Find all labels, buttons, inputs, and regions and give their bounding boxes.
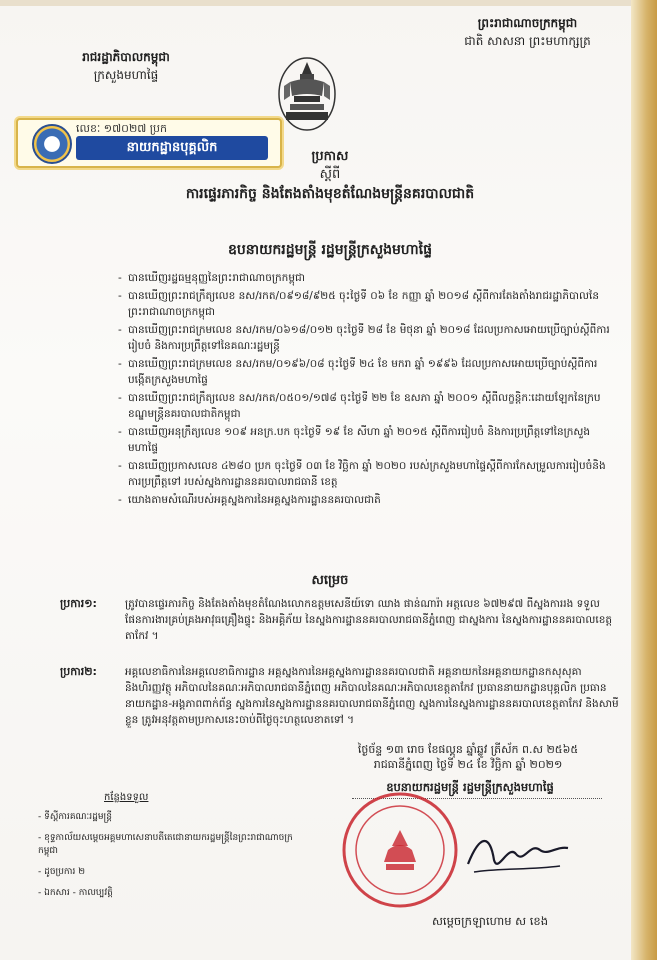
royal-emblem-icon	[276, 52, 338, 132]
document-kind: ប្រកាស	[311, 149, 349, 164]
kingdom-title: ព្រះរាជាណាចក្រកម្ពុជា	[477, 16, 578, 30]
document-subject: ការផ្ទេរភារកិច្ច និងតែងតាំងមុខតំណែងមន្ត្រីនគរបាលជាតិ	[185, 186, 475, 202]
article-1	[60, 596, 620, 644]
signature-title: ឧបនាយករដ្ឋមន្ត្រី រដ្ឋមន្ត្រីក្រសួងមហាផ្ទៃ	[386, 780, 554, 794]
department-name: នាយកដ្ឋានបុគ្គលិក	[76, 136, 268, 160]
ministry-name: ក្រសួងមហាផ្ទៃ	[93, 68, 159, 82]
signer-name: សម្តេចក្រឡាហោម ស ខេង	[431, 914, 549, 928]
list-item: - បានឃើញព្រះរាជក្រឹត្យលេខ នស/រកត/០៩១៨/៩២៥ ចុះថ្ងៃទី ០៦ ខែ កញ្ញា ឆ្នាំ ២០១៨ ស្តីពីការតែងតាំងរាជរដ្ឋាភិបាលនៃព្រះរាជាណាចក្រកម្ពុជា	[118, 288, 618, 320]
decision-heading: សម្រេច	[311, 573, 349, 588]
recipient-item: - ឯកសារ - កាលប្បវត្តិ	[38, 888, 113, 898]
gold-frame-border	[631, 0, 657, 960]
kingdom-header	[420, 14, 635, 50]
solar-date: រាជធានីភ្នំពេញ ថ្ងៃទី ២៤ ខែ វិច្ឆិកា ឆ្នាំ ២០២១	[373, 758, 563, 771]
article-2-label: ប្រការ២:	[60, 665, 97, 678]
national-motto: ជាតិ សាសនា ព្រះមហាក្សត្រ	[464, 34, 591, 48]
official-seal-icon	[340, 790, 460, 910]
article-1-text: ត្រូវបានផ្ទេរភារកិច្ច និងតែងតាំងមុខតំណែងលោកឧត្តមសេនីយ៍ទោ ឈាង ផាន់ណារ៉ា អត្តលេខ ៦៧២៩៧ ពីស្នងការរង ទទួលផែនការងារគ្រប់គ្រងអាវុធគ្រឿងផ្ទុះ និងអគ្គិភ័យ នៃស្នងការដ្ឋាននគរបាលរាជធានីភ្នំពេញ ជាស្នងការ នៃស្នងការដ្ឋាននគរបាលខេត្តតាកែវ ។	[125, 598, 613, 642]
issuer-title: ឧបនាយករដ្ឋមន្ត្រី រដ្ឋមន្ត្រីក្រសួងមហាផ្ទៃ	[227, 242, 432, 258]
recipient-item: - ទីស្តីការគណៈរដ្ឋមន្ត្រី	[38, 812, 112, 822]
lunar-date: ថ្ងៃច័ន្ទ ១៣ រោច ខែផល្គុន ឆ្នាំឆ្លូវ ត្រីស័ក ព.ស ២៥៦៥	[357, 743, 579, 756]
ministry-header	[26, 48, 226, 84]
title-block	[60, 148, 600, 204]
article-2-text: អគ្គលេខាធិការនៃអគ្គលេខាធិការដ្ឋាន អគ្គស្នងការនៃអគ្គស្នងការដ្ឋាននគរបាលជាតិ អគ្គនាយកនៃអគ្គនាយកដ្ឋានកសុសុគា និងហិរញ្ញវត្ថុ អភិបាលនៃគណៈអភិបាលរាជធានីភ្នំពេញ អភិបាលនៃគណៈអភិបាលខេត្តតាកែវ ប្រធាននាយកដ្ឋានបុគ្គលិក ប្រធាននាយកដ្ឋាន-អង្គភាពពាក់ព័ន្ធ ស្នងការនៃស្នងការដ្ឋាននគរបាលរាជធានីភ្នំពេញ ស្នងការនៃស្នងការដ្ឋាននគរបាលខេត្តតាកែវ និងសាមីខ្លួន ត្រូវអនុវត្តតាមប្រកាសនេះចាប់ពីថ្ងៃចុះហត្ថលេខាតទៅ ។	[125, 666, 619, 726]
list-item: - បានឃើញព្រះរាជក្រមលេខ នស/រកម/០១៩៦/០៨ ចុះថ្ងៃទី ២៤ ខែ មករា ឆ្នាំ ១៩៩៦ ដែលប្រកាសអោយប្រើច្បាប់ស្តីពីការបង្កើតក្រសួងមហាផ្ទៃ	[118, 356, 618, 388]
top-border	[0, 0, 657, 6]
document-about: ស្តីពី	[319, 167, 341, 182]
document-number: លេខៈ ១៧០២៧ ប្រក	[76, 122, 168, 135]
list-item: - បានឃើញរដ្ឋធម្មនុញ្ញនៃព្រះរាជាណាចក្រកម្ពុជា	[118, 270, 618, 286]
recipients-block	[38, 790, 298, 908]
article-2	[60, 664, 620, 728]
list-item: - បានឃើញព្រះរាជក្រមលេខ នស/រកម/០៦១៨/០១២ ចុះថ្ងៃទី ២៨ ខែ មិថុនា ឆ្នាំ ២០១៨ ដែលប្រកាសអោយប្រើច្បាប់ស្តីពីការរៀបចំ និងការប្រព្រឹត្តទៅនៃគណៈរដ្ឋមន្ត្រី	[118, 322, 618, 354]
list-item: - យោងតាមសំណើរបស់អគ្គស្នងការនៃអគ្គស្នងការដ្ឋាននគរបាលជាតិ	[118, 492, 618, 508]
list-item: - បានឃើញប្រកាសលេខ ៤២៨០ ប្រក ចុះថ្ងៃទី ០៣ ខែ វិច្ឆិកា ឆ្នាំ ២០២០ របស់ក្រសួងមហាផ្ទៃស្តីពីការកែសម្រួលការរៀបចំនិងការប្រព្រឹត្តទៅ របស់ស្នងការដ្ឋាននគរបាលរាជធានី ខេត្ត	[118, 458, 618, 490]
government-name: រាជរដ្ឋាភិបាលកម្ពុជា	[82, 50, 170, 64]
list-item: - បានឃើញព្រះរាជក្រឹត្យលេខ នស/រកត/០៥០១/១៧៨ ចុះថ្ងៃទី ២២ ខែ ឧសភា ឆ្នាំ ២០០១ ស្តីពីលក្ខន្តិកៈដោយឡែកនៃក្របខណ្ឌមន្ត្រីនគរបាលជាតិកម្ពុជា	[118, 390, 618, 422]
considerations-list	[118, 270, 618, 510]
date-block	[318, 742, 618, 772]
handwritten-signature-icon	[460, 824, 580, 884]
list-item: - បានឃើញអនុក្រឹត្យលេខ ១០៩ អនក្រ.បក ចុះថ្ងៃទី ១៩ ខែ សីហា ឆ្នាំ ២០១៥ ស្តីពីការរៀបចំ និងការប្រព្រឹត្តទៅនៃក្រសួងមហាផ្ទៃ	[118, 424, 618, 456]
recipient-item: - ខុទ្ទកាល័យសម្តេចអគ្គមហាសេនាបតីតេជោនាយករដ្ឋមន្ត្រីនៃព្រះរាជាណាចក្រកម្ពុជា	[38, 833, 293, 856]
recipients-title: កន្លែងទទួល	[104, 792, 149, 803]
recipient-item: - ដូចប្រការ ២	[38, 867, 86, 877]
article-1-label: ប្រការ១:	[60, 597, 97, 610]
issuer-heading	[60, 240, 600, 260]
